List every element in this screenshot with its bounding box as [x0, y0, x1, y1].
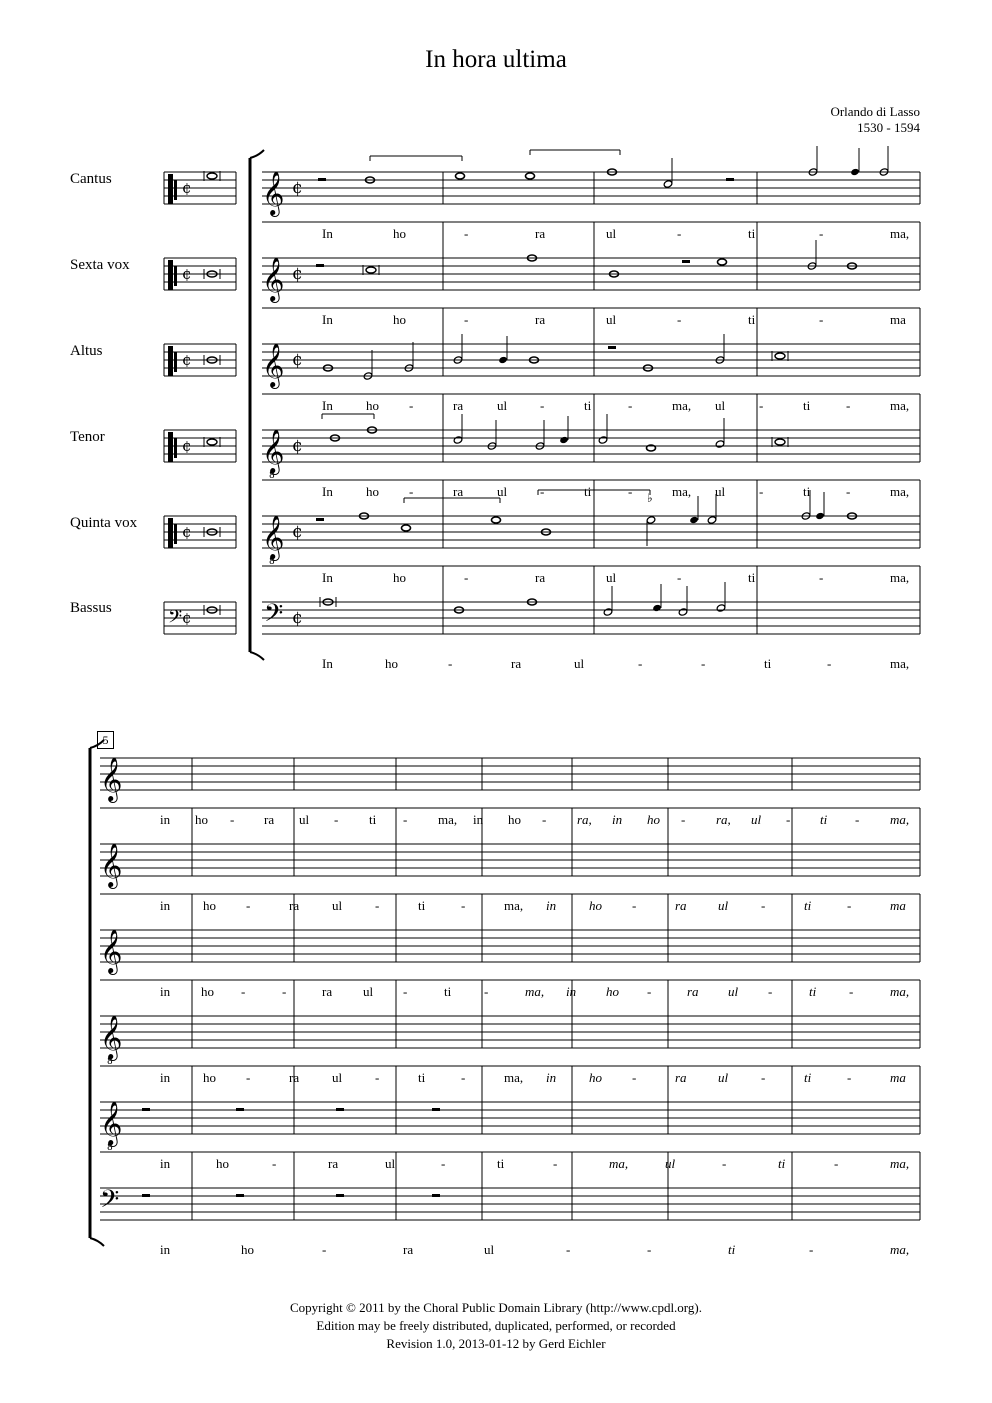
lyric-syllable: - [677, 312, 682, 327]
lyric-syllable: - [403, 812, 408, 827]
lyric-syllable: ra [403, 1242, 414, 1257]
bass-clef-icon: 𝄢 [264, 599, 284, 634]
lyric-syllable: ti [764, 656, 772, 671]
lyric-syllable: ho [393, 226, 406, 241]
half-note [646, 516, 656, 524]
lyric-syllable: ma, [672, 398, 692, 413]
lyric-syllable: ti [497, 1156, 505, 1171]
lyric-syllable: ma [890, 898, 906, 913]
lyric-syllable: ho [201, 984, 214, 999]
lyric-syllable: ti [803, 484, 811, 499]
lyric-syllable: ti [748, 312, 756, 327]
octave-marker: 8 [107, 1143, 113, 1153]
lyric-syllable: - [553, 1156, 558, 1171]
lyric-syllable: ti [820, 812, 828, 827]
breve-note [775, 439, 785, 445]
system-bracket-hook [250, 652, 264, 660]
lyric-syllable: ra [453, 398, 464, 413]
lyric-syllable: - [819, 226, 824, 241]
cut-time-icon: ¢ [292, 350, 303, 370]
lyric-syllable: - [272, 1156, 277, 1171]
lyric-syllable: ti [728, 1242, 736, 1257]
treble-clef-icon: 𝄞 [100, 843, 123, 887]
treble-clef-icon: 𝄞 [262, 515, 285, 559]
lyric-syllable: - [701, 656, 706, 671]
lyric-syllable: ra [535, 226, 546, 241]
lyric-syllable: in [566, 984, 577, 999]
rest [236, 1194, 244, 1197]
lyric-syllable: ra, [716, 812, 731, 827]
lyric-syllable: ma [890, 312, 906, 327]
lyric-syllable: - [834, 1156, 839, 1171]
incipit-mensuration-icon: ¢ [182, 437, 192, 455]
lyric-syllable: ma, [504, 1070, 524, 1085]
treble-clef-icon: 𝄞 [100, 929, 123, 973]
lyric-syllable: - [282, 984, 287, 999]
lyric-syllable: ul [574, 656, 585, 671]
lyric-syllable: in [160, 898, 171, 913]
half-note [453, 436, 463, 444]
lyric-syllable: - [849, 984, 854, 999]
incipit-clef-icon [168, 260, 173, 290]
lyric-syllable: in [546, 1070, 557, 1085]
rest [608, 346, 616, 349]
lyric-syllable: - [375, 898, 380, 913]
lyric-syllable: - [461, 1070, 466, 1085]
whole-note [718, 259, 727, 265]
lyric-syllable: ul [484, 1242, 495, 1257]
lyric-syllable: - [632, 1070, 637, 1085]
rest [316, 264, 324, 267]
lyric-syllable: - [409, 484, 414, 499]
lyric-syllable: - [819, 312, 824, 327]
lyric-syllable: - [722, 1156, 727, 1171]
lyric-syllable: - [647, 984, 652, 999]
incipit-mensuration-icon: ¢ [182, 351, 192, 369]
lyric-syllable: ra [264, 812, 275, 827]
lyric-syllable: ho [195, 812, 208, 827]
lyric-syllable: ma, [609, 1156, 629, 1171]
lyric-syllable: in [160, 1156, 171, 1171]
lyric-syllable: - [246, 1070, 251, 1085]
lyric-syllable: ul [606, 570, 617, 585]
measure-number: 5 [97, 731, 114, 749]
lyric-syllable: - [647, 1242, 652, 1257]
quarter-note [815, 512, 825, 520]
lyric-syllable: ho [393, 570, 406, 585]
whole-note [526, 173, 535, 179]
cut-time-icon: ¢ [292, 522, 303, 542]
cut-time-icon: ¢ [292, 178, 303, 198]
lyric-syllable: ti [369, 812, 377, 827]
incipit-clef-icon [174, 438, 177, 458]
lyric-syllable: - [461, 898, 466, 913]
lyric-syllable: ul [332, 1070, 343, 1085]
incipit-clef-icon [174, 266, 177, 286]
voice-label-cantus: Cantus [70, 171, 112, 187]
incipit-f-clef-icon: 𝄢 [168, 607, 183, 632]
lyric-syllable: ma, [890, 570, 910, 585]
half-note [678, 608, 688, 616]
treble-clef-icon: 𝄞 [100, 1015, 123, 1059]
lyric-syllable: ra [511, 656, 522, 671]
rest [432, 1108, 440, 1111]
lyric-syllable: - [759, 398, 764, 413]
lyric-syllable: ul [715, 398, 726, 413]
octave-marker: 8 [107, 1057, 113, 1067]
rest [236, 1108, 244, 1111]
quarter-note [689, 516, 699, 524]
treble-clef-icon: 𝄞 [100, 757, 123, 801]
lyric-syllable: ma, [890, 656, 910, 671]
rest [432, 1194, 440, 1197]
lyric-syllable: - [464, 226, 469, 241]
lyric-syllable: - [566, 1242, 571, 1257]
lyric-syllable: ho [203, 1070, 216, 1085]
incipit-clef-icon [168, 518, 173, 548]
lyric-syllable: in [160, 1070, 171, 1085]
lyric-syllable: ul [385, 1156, 396, 1171]
rest [336, 1108, 344, 1111]
incipit-mensuration-icon: ¢ [182, 609, 192, 627]
lyric-syllable: ma, [890, 398, 910, 413]
lyric-syllable: - [761, 1070, 766, 1085]
breve-note [207, 439, 217, 445]
footer-revision: Revision 1.0, 2013-01-12 by Gerd Eichler [386, 1336, 606, 1351]
incipit-clef-icon [168, 174, 173, 204]
treble-clef-icon: 𝄞 [100, 1101, 123, 1145]
breve-note [207, 173, 217, 179]
lyric-syllable: - [628, 484, 633, 499]
lyric-syllable: - [819, 570, 824, 585]
half-note [716, 604, 726, 612]
lyric-syllable: ma, [438, 812, 458, 827]
lyric-syllable: ma, [890, 812, 910, 827]
lyric-syllable: in [160, 984, 171, 999]
rest [318, 178, 326, 181]
half-note [663, 180, 673, 188]
lyric-syllable: - [441, 1156, 446, 1171]
rest [726, 178, 734, 181]
lyric-syllable: - [638, 656, 643, 671]
lyric-syllable: ul [606, 312, 617, 327]
lyric-syllable: ul [606, 226, 617, 241]
incipit-clef-icon [174, 352, 177, 372]
lyric-syllable: - [464, 312, 469, 327]
lyric-syllable: ti [584, 484, 592, 499]
treble-clef-icon: 𝄞 [262, 171, 285, 215]
voice-label-altus: Altus [70, 343, 103, 359]
lyric-syllable: in [160, 812, 171, 827]
lyric-syllable: - [827, 656, 832, 671]
lyric-syllable: - [484, 984, 489, 999]
lyric-syllable: - [464, 570, 469, 585]
lyric-syllable: ma [890, 1070, 906, 1085]
lyric-syllable: - [632, 898, 637, 913]
lyric-syllable: - [322, 1242, 327, 1257]
voice-label-quinta-vox: Quinta vox [70, 515, 138, 531]
lyric-syllable: - [334, 812, 339, 827]
lyric-syllable: ra [535, 570, 546, 585]
lyric-syllable: ti [748, 226, 756, 241]
treble-clef-icon: 𝄞 [262, 257, 285, 301]
lyric-syllable: ti [778, 1156, 786, 1171]
quarter-note [498, 356, 508, 364]
lyric-syllable: In [322, 226, 333, 241]
lyric-syllable: - [809, 1242, 814, 1257]
lyric-syllable: ho [366, 484, 379, 499]
lyric-syllable: ho [589, 898, 602, 913]
lyric-syllable: ti [418, 1070, 426, 1085]
footer-copyright: Copyright © 2011 by the Choral Public Domain Library (http://www.cpdl.org). [290, 1300, 702, 1315]
footer-license: Edition may be freely distributed, duplicated, performed, or recorded [316, 1318, 676, 1333]
lyric-syllable: ma, [890, 1242, 910, 1257]
quarter-note [652, 604, 662, 612]
treble-clef-icon: 𝄞 [262, 429, 285, 473]
lyric-syllable: ra, [577, 812, 592, 827]
lyric-syllable: ho [393, 312, 406, 327]
lyric-syllable: - [759, 484, 764, 499]
system-bracket-hook [250, 150, 264, 158]
voice-label-bassus: Bassus [70, 600, 112, 616]
half-note [598, 436, 608, 444]
incipit-mensuration-icon: ¢ [182, 265, 192, 283]
lyric-syllable: ti [418, 898, 426, 913]
lyric-syllable: ra [687, 984, 699, 999]
lyric-syllable: in [473, 812, 484, 827]
composer-dates: 1530 - 1594 [857, 120, 920, 135]
lyric-syllable: - [846, 484, 851, 499]
lyric-syllable: In [322, 656, 333, 671]
rest [142, 1194, 150, 1197]
lyric-syllable: - [677, 570, 682, 585]
composer-name: Orlando di Lasso [830, 104, 920, 119]
lyric-syllable: - [540, 398, 545, 413]
lyric-syllable: ti [804, 898, 812, 913]
lyric-syllable: ho [606, 984, 619, 999]
lyric-syllable: - [409, 398, 414, 413]
lyric-syllable: ul [332, 898, 343, 913]
lyric-syllable: ti [444, 984, 452, 999]
incipit-mensuration-icon: ¢ [182, 523, 192, 541]
lyric-syllable: ma, [504, 898, 524, 913]
quarter-note [850, 168, 860, 176]
lyric-syllable: ma, [890, 226, 910, 241]
lyric-syllable: ul [718, 898, 729, 913]
lyric-syllable: ra [675, 898, 687, 913]
lyric-syllable: - [677, 226, 682, 241]
rest [336, 1194, 344, 1197]
lyric-syllable: In [322, 398, 333, 413]
lyric-syllable: ho [589, 1070, 602, 1085]
footer [0, 1299, 992, 1353]
octave-marker: 8 [269, 557, 275, 567]
lyric-syllable: ul [363, 984, 374, 999]
lyric-syllable: ra [322, 984, 333, 999]
lyric-syllable: ti [804, 1070, 812, 1085]
lyric-syllable: ul [715, 484, 726, 499]
lyric-syllable: ma, [890, 1156, 910, 1171]
lyric-syllable: - [375, 1070, 380, 1085]
lyric-syllable: in [612, 812, 623, 827]
lyric-syllable: - [628, 398, 633, 413]
lyric-syllable: ho [366, 398, 379, 413]
lyric-syllable: - [768, 984, 773, 999]
lyric-syllable: - [786, 812, 791, 827]
lyric-syllable: in [160, 1242, 171, 1257]
lyric-syllable: ma, [525, 984, 545, 999]
quarter-note [559, 436, 569, 444]
lyric-syllable: ho [385, 656, 398, 671]
lyric-syllable: - [681, 812, 686, 827]
lyric-syllable: ti [584, 398, 592, 413]
lyric-syllable: - [448, 656, 453, 671]
lyric-syllable: ho [203, 898, 216, 913]
lyric-syllable: - [846, 398, 851, 413]
lyric-syllable: ra [328, 1156, 339, 1171]
lyric-syllable: ti [803, 398, 811, 413]
lyric-syllable: - [761, 898, 766, 913]
half-note [603, 608, 613, 616]
lyric-syllable: ti [748, 570, 756, 585]
lyric-syllable: In [322, 484, 333, 499]
lyric-syllable: - [542, 812, 547, 827]
lyric-syllable: ul [299, 812, 310, 827]
lyric-syllable: ra [453, 484, 464, 499]
incipit-clef-icon [174, 180, 177, 200]
lyric-syllable: ul [728, 984, 739, 999]
lyric-syllable: - [540, 484, 545, 499]
incipit-clef-icon [168, 432, 173, 462]
octave-marker: 8 [269, 471, 275, 481]
lyric-syllable: ra [289, 898, 300, 913]
lyric-syllable: ti [809, 984, 817, 999]
half-note [715, 440, 725, 448]
rest [682, 260, 690, 263]
incipit-clef-icon [174, 524, 177, 544]
lyric-syllable: ul [497, 484, 508, 499]
lyric-syllable: - [230, 812, 235, 827]
breve-note [775, 353, 785, 359]
lyric-syllable: in [546, 898, 557, 913]
lyric-syllable: - [241, 984, 246, 999]
lyric-syllable: In [322, 570, 333, 585]
bass-clef-icon: 𝄢 [100, 1185, 120, 1220]
lyric-syllable: ho [647, 812, 660, 827]
lyric-syllable: ho [241, 1242, 254, 1257]
lyric-syllable: - [855, 812, 860, 827]
cut-time-icon: ¢ [292, 608, 303, 628]
rest [142, 1108, 150, 1111]
lyric-syllable: ma, [890, 984, 910, 999]
voice-label-sexta-vox: Sexta vox [70, 257, 130, 273]
lyric-syllable: - [403, 984, 408, 999]
whole-note [492, 517, 501, 523]
incipit-mensuration-icon: ¢ [182, 179, 192, 197]
system-bracket-hook [90, 1238, 104, 1246]
lyric-syllable: ul [718, 1070, 729, 1085]
lyric-syllable: In [322, 312, 333, 327]
whole-note [456, 173, 465, 179]
lyric-syllable: ma, [672, 484, 692, 499]
breve-note [366, 267, 376, 273]
half-note [707, 516, 717, 524]
lyric-syllable: - [847, 1070, 852, 1085]
lyric-syllable: ul [665, 1156, 676, 1171]
lyric-syllable: ra [675, 1070, 687, 1085]
flat-accidental: ♭ [647, 491, 653, 505]
lyric-syllable: ma, [890, 484, 910, 499]
lyric-syllable: ra [289, 1070, 300, 1085]
lyric-syllable: - [246, 898, 251, 913]
cut-time-icon: ¢ [292, 264, 303, 284]
score-title: In hora ultima [425, 46, 567, 73]
cut-time-icon: ¢ [292, 436, 303, 456]
lyric-syllable: ho [508, 812, 521, 827]
lyric-syllable: ul [497, 398, 508, 413]
whole-note [402, 525, 411, 531]
lyric-syllable: ra [535, 312, 546, 327]
lyric-syllable: ho [216, 1156, 229, 1171]
incipit-clef-icon [168, 346, 173, 376]
lyric-syllable: - [847, 898, 852, 913]
lyric-syllable: ul [751, 812, 762, 827]
voice-label-tenor: Tenor [70, 429, 105, 445]
treble-clef-icon: 𝄞 [262, 343, 285, 387]
rest [316, 518, 324, 521]
